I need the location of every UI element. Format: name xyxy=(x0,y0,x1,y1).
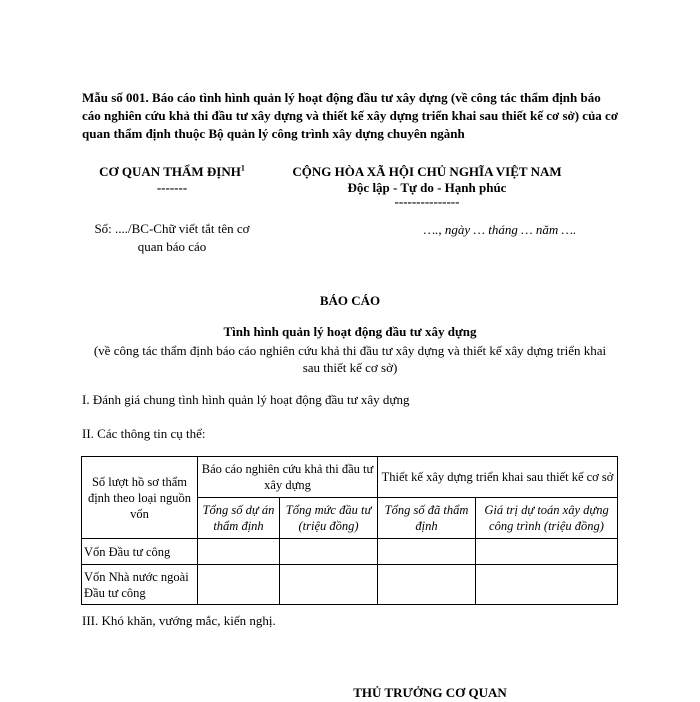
agency-label-text: CƠ QUAN THẨM ĐỊNH xyxy=(99,164,241,179)
table-sub-estimate-value: Giá trị dự toán xây dựng công trình (triệu đồng) xyxy=(476,498,618,539)
form-title: Mẫu số 001. Báo cáo tình hình quản lý hoạt động đầu tư xây dựng (về công tác thẩm định báo cáo nghiên cứu khả thi đầu tư xây dựng và thiết kế xây dựng triển khai sau thiết kế cơ sở) của cơ quan thẩm định thuộc Bộ quản lý công trình xây dựng chuyên ngành xyxy=(82,90,619,141)
table-row-label: Vốn Nhà nước ngoài Đầu tư công xyxy=(82,565,198,605)
report-heading: BÁO CÁO xyxy=(319,293,381,308)
agency-divider: ------- xyxy=(156,180,188,195)
table-cell xyxy=(280,565,378,605)
table-row xyxy=(82,565,618,605)
table-cell xyxy=(378,539,476,565)
table-cell xyxy=(476,539,618,565)
table-sub-project-count: Tổng số dự án thẩm định xyxy=(198,498,280,539)
motto-divider: --------------- xyxy=(394,194,460,209)
section-difficulties: III. Khó khăn, vướng mắc, kiến nghị. xyxy=(82,613,276,628)
appraisal-table xyxy=(81,456,618,605)
section-general-assessment: I. Đánh giá chung tình hình quản lý hoạt động đầu tư xây dựng xyxy=(82,392,410,407)
document-number: Số: ..../BC-Chữ viết tắt tên cơ quan báo cáo xyxy=(94,221,250,254)
republic-title: CỘNG HÒA XÃ HỘI CHỦ NGHĨA VIỆT NAM xyxy=(292,164,562,179)
table-cell xyxy=(198,539,280,565)
table-group-feasibility: Báo cáo nghiên cứu khả thi đầu tư xây dựng xyxy=(198,457,378,498)
report-subject: Tình hình quản lý hoạt động đầu tư xây dựng xyxy=(223,324,477,339)
table-cell xyxy=(198,565,280,605)
table-row-header: Số lượt hồ sơ thẩm định theo loại nguồn vốn xyxy=(82,457,198,539)
agency-label xyxy=(86,163,258,181)
table-cell xyxy=(378,565,476,605)
signature-title: THỦ TRƯỞNG CƠ QUAN xyxy=(353,685,507,700)
table-header-row xyxy=(82,457,618,498)
table-cell xyxy=(476,565,618,605)
agency-footnote-mark: 1 xyxy=(240,163,245,173)
table-row xyxy=(82,539,618,565)
table-sub-investment-total: Tổng mức đầu tư (triệu đồng) xyxy=(280,498,378,539)
report-scope: (về công tác thẩm định báo cáo nghiên cứu khả thi đầu tư xây dựng và thiết kế xây dựng triển khai sau thiết kế cơ sở) xyxy=(93,343,607,375)
table-group-design: Thiết kế xây dựng triển khai sau thiết kế cơ sở xyxy=(378,457,618,498)
national-motto: Độc lập - Tự do - Hạnh phúc xyxy=(347,180,507,195)
section-specific-info: II. Các thông tin cụ thể: xyxy=(82,426,206,441)
date-line: …., ngày … tháng … năm …. xyxy=(423,222,577,237)
table-row-label: Vốn Đầu tư công xyxy=(82,539,198,565)
table-sub-appraised-count: Tổng số đã thẩm định xyxy=(378,498,476,539)
table-cell xyxy=(280,539,378,565)
